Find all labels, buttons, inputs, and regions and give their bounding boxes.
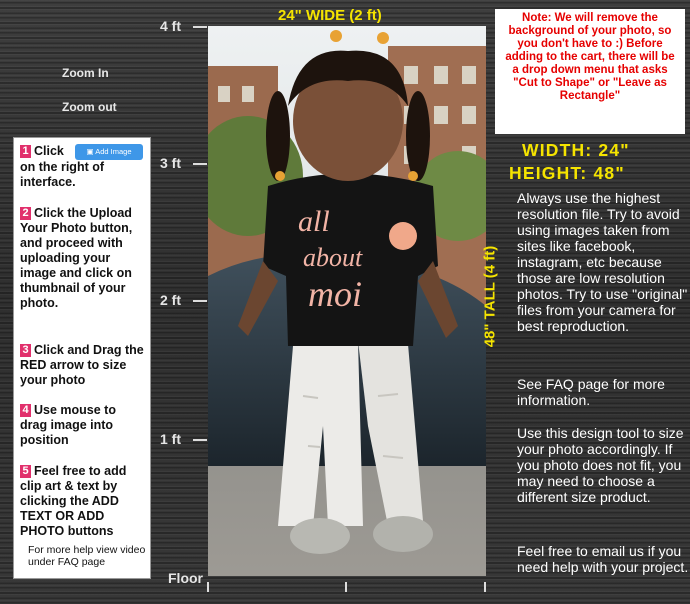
sizing-paragraph: Use this design tool to size your photo accordingly. If you photo does not fit, you may need to choose a different size product. bbox=[517, 425, 684, 505]
faq-paragraph: See FAQ page for more information. bbox=[517, 376, 665, 408]
photo[interactable] bbox=[208, 26, 486, 576]
ruler-label-2ft: 2 ft bbox=[160, 292, 181, 308]
width-label: 24" WIDE (2 ft) bbox=[278, 7, 382, 24]
instruction-step-4 bbox=[20, 403, 146, 448]
height-dimension: HEIGHT: 48" bbox=[509, 163, 625, 183]
ruler-label-1ft: 1 ft bbox=[160, 431, 181, 447]
floor-tick bbox=[345, 582, 347, 592]
ruler-label-floor: Floor bbox=[168, 570, 203, 586]
step-number: 4 bbox=[20, 404, 31, 417]
design-canvas[interactable] bbox=[208, 26, 486, 576]
shirt-text-line-3: moi bbox=[308, 274, 362, 314]
upload-photo-emphasis: Upload Your Photo bbox=[20, 206, 132, 235]
step-number: 1 bbox=[20, 145, 31, 158]
step-text: Click the bbox=[34, 206, 90, 220]
floor-tick bbox=[484, 582, 486, 592]
step-text: Click bbox=[34, 144, 64, 158]
image-icon: ▣ bbox=[86, 147, 94, 156]
width-dimension: WIDTH: 24" bbox=[522, 140, 630, 160]
step-number: 2 bbox=[20, 207, 31, 220]
add-image-label: Add Image bbox=[95, 147, 132, 156]
note-text: Note: We will remove the background of your photo, so you don't have to :) Before adding to the cart, there will be a drop down menu that asks "Cut to Shape" or "Leave as Rectangle" bbox=[505, 12, 675, 102]
ruler-label-3ft: 3 ft bbox=[160, 155, 181, 171]
zoom-in-button[interactable]: Zoom In bbox=[62, 66, 109, 80]
zoom-out-button[interactable]: Zoom out bbox=[62, 100, 117, 114]
step-text: Use mouse to drag image into position bbox=[20, 403, 116, 447]
help-text: For more help view video under FAQ page bbox=[28, 544, 146, 568]
step-text: Feel free to add clip art & text by clicking the ADD TEXT OR ADD PHOTO buttons bbox=[20, 464, 127, 538]
instructions-panel bbox=[13, 137, 151, 579]
height-label: 48" TALL (4 ft) bbox=[481, 245, 499, 348]
resolution-paragraph: Always use the highest resolution file. Try to avoid using images taken from sites like facebook, instagram, etc because those are low resolution photos. Try to use "original" files from your camera for best reproduction. bbox=[517, 190, 688, 334]
shirt-text-line-2: about bbox=[303, 243, 363, 272]
ruler-tick-4ft bbox=[193, 26, 207, 28]
step-text: Click and Drag the RED arrow to size your photo bbox=[20, 343, 144, 387]
ruler-tick-2ft bbox=[193, 300, 207, 302]
step-text: on the right of interface. bbox=[20, 160, 105, 189]
email-paragraph: Feel free to email us if you need help with your project. bbox=[517, 543, 689, 575]
instruction-step-3 bbox=[20, 343, 146, 388]
instruction-step-5 bbox=[20, 464, 146, 539]
step-number: 3 bbox=[20, 344, 31, 357]
ruler-tick-1ft bbox=[193, 439, 207, 441]
shirt-text-line-1: all bbox=[298, 205, 330, 238]
instruction-step-2 bbox=[20, 206, 146, 311]
step-text: button, and proceed with uploading your image and click on thumbnail of your photo. bbox=[20, 221, 133, 310]
step-number: 5 bbox=[20, 465, 31, 478]
ruler-label-4ft: 4 ft bbox=[160, 18, 181, 34]
add-image-button[interactable] bbox=[75, 144, 143, 160]
ruler-tick-3ft bbox=[193, 163, 207, 165]
floor-tick bbox=[207, 582, 209, 592]
background-removal-note bbox=[495, 9, 685, 134]
